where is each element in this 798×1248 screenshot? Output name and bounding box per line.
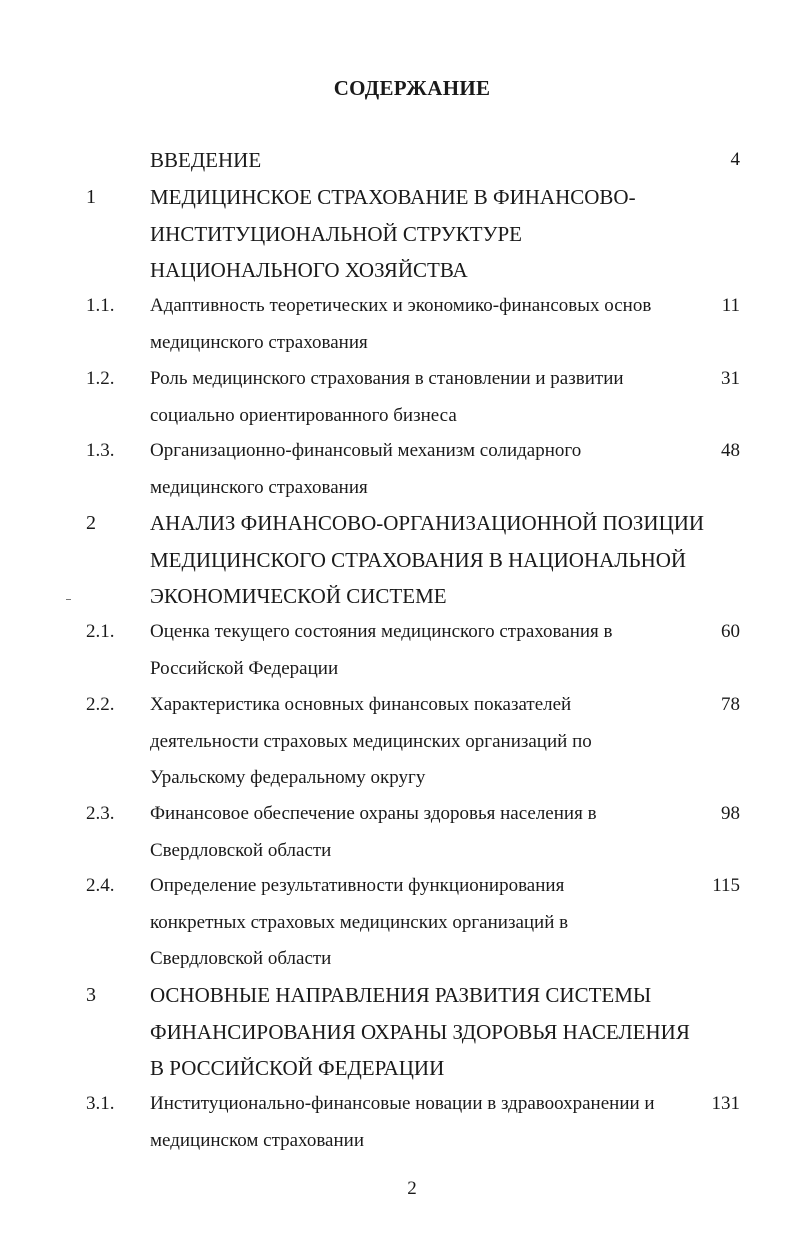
toc-entry-page: 4 — [730, 149, 740, 170]
toc-entry-title-line: ФИНАНСИРОВАНИЯ ОХРАНЫ ЗДОРОВЬЯ НАСЕЛЕНИЯ — [150, 1019, 690, 1044]
toc-entry-title — [150, 179, 690, 289]
toc-entry-title-line: ОСНОВНЫЕ НАПРАВЛЕНИЯ РАЗВИТИЯ СИСТЕМЫ — [150, 983, 652, 1007]
toc-entry-page: 31 — [721, 368, 740, 389]
toc-entry-title-line: Институционально-финансовые новации в здравоохранении и — [150, 1093, 655, 1114]
toc-entry-number: 2.2. — [86, 694, 115, 715]
toc-entry-title-line: В РОССИЙСКОЙ ФЕДЕРАЦИИ — [150, 1056, 445, 1080]
toc-entry-title — [150, 288, 690, 361]
toc-entry-title — [150, 796, 690, 869]
toc-entry-title-line: Уральскому федеральному округу — [150, 767, 426, 788]
toc-entry-title-line: МЕДИЦИНСКОЕ СТРАХОВАНИЕ В ФИНАНСОВО- — [150, 185, 636, 209]
toc-entry-title-line: медицинского страхования — [150, 331, 368, 353]
toc-entry-number: 2.1. — [86, 621, 115, 642]
toc-entry-page: 98 — [721, 803, 740, 824]
toc-entry-title-line: Адаптивность теоретических и экономико-финансовых основ — [150, 295, 652, 316]
toc-entry-title-line: АНАЛИЗ ФИНАНСОВО-ОРГАНИЗАЦИОННОЙ ПОЗИЦИИ — [150, 511, 705, 535]
toc-entry-title-line: медицинском страховании — [150, 1129, 364, 1151]
toc-entry-number: 1.3. — [86, 440, 115, 461]
toc-entry-title — [150, 142, 690, 179]
scan-margin-mark — [66, 599, 71, 600]
toc-entry-title-line: Оценка текущего состояния медицинского страхования в — [150, 621, 613, 642]
toc-entry-number: 2 — [86, 512, 96, 534]
toc-entry-title-line: ВВЕДЕНИЕ — [150, 148, 262, 172]
toc-entry-title-line: Финансовое обеспечение охраны здоровья населения в — [150, 803, 597, 824]
toc-entry-page: 60 — [721, 621, 740, 642]
page-title: СОДЕРЖАНИЕ — [333, 76, 491, 100]
toc-entry-title — [150, 614, 690, 687]
toc-entry-title-line: социально ориентированного бизнеса — [150, 404, 457, 426]
toc-entry-title-line: Характеристика основных финансовых показателей — [150, 694, 572, 715]
toc-entry-number: 1.2. — [86, 368, 115, 389]
toc-entry-number: 1.1. — [86, 295, 115, 316]
toc-entry-page: 131 — [711, 1093, 740, 1114]
toc-entry-title-line: Свердловской области — [150, 839, 332, 861]
toc-entry-title-line: Определение результативности функционирования — [150, 875, 565, 896]
toc-entry-title-line: конкретных страховых медицинских организаций в — [150, 911, 569, 933]
toc-entry-number: 2.4. — [86, 875, 115, 896]
toc-entry-page: 115 — [712, 875, 740, 896]
toc-entry-title — [150, 1086, 690, 1159]
toc-entry-title — [150, 687, 690, 797]
toc-entry-title — [150, 361, 690, 434]
toc-entry-title-line: МЕДИЦИНСКОГО СТРАХОВАНИЯ В НАЦИОНАЛЬНОЙ — [150, 547, 687, 572]
toc-entry-title — [150, 868, 690, 978]
toc-entry-page: 11 — [721, 295, 740, 316]
toc-entry-title-line: Свердловской области — [150, 948, 332, 969]
toc-entry-title — [150, 433, 690, 506]
toc-entry-title-line: НАЦИОНАЛЬНОГО ХОЗЯЙСТВА — [150, 258, 468, 282]
page-number: 2 — [407, 1178, 417, 1199]
toc-entry-title-line: Организационно-финансовый механизм солидарного — [150, 440, 582, 461]
toc-entry-number: 3.1. — [86, 1093, 115, 1114]
toc-entry-title-line: Роль медицинского страхования в становлении и развитии — [150, 368, 624, 389]
toc-entry-title — [150, 505, 705, 615]
toc-entry-page: 48 — [721, 440, 740, 461]
toc-entry-title — [150, 977, 690, 1087]
toc-entry-title-line: деятельности страховых медицинских организаций по — [150, 730, 592, 752]
toc-entry-title-line: ИНСТИТУЦИОНАЛЬНОЙ СТРУКТУРЕ — [150, 221, 522, 246]
toc-entry-title-line: ЭКОНОМИЧЕСКОЙ СИСТЕМЕ — [150, 584, 447, 608]
toc-entry-title-line: медицинского страхования — [150, 476, 368, 498]
toc-entry-title-line: Российской Федерации — [150, 657, 339, 679]
toc-entry-number: 3 — [86, 984, 96, 1006]
toc-entry-number: 1 — [86, 186, 96, 208]
toc-entry-page: 78 — [721, 694, 740, 715]
toc-entry-number: 2.3. — [86, 803, 115, 824]
